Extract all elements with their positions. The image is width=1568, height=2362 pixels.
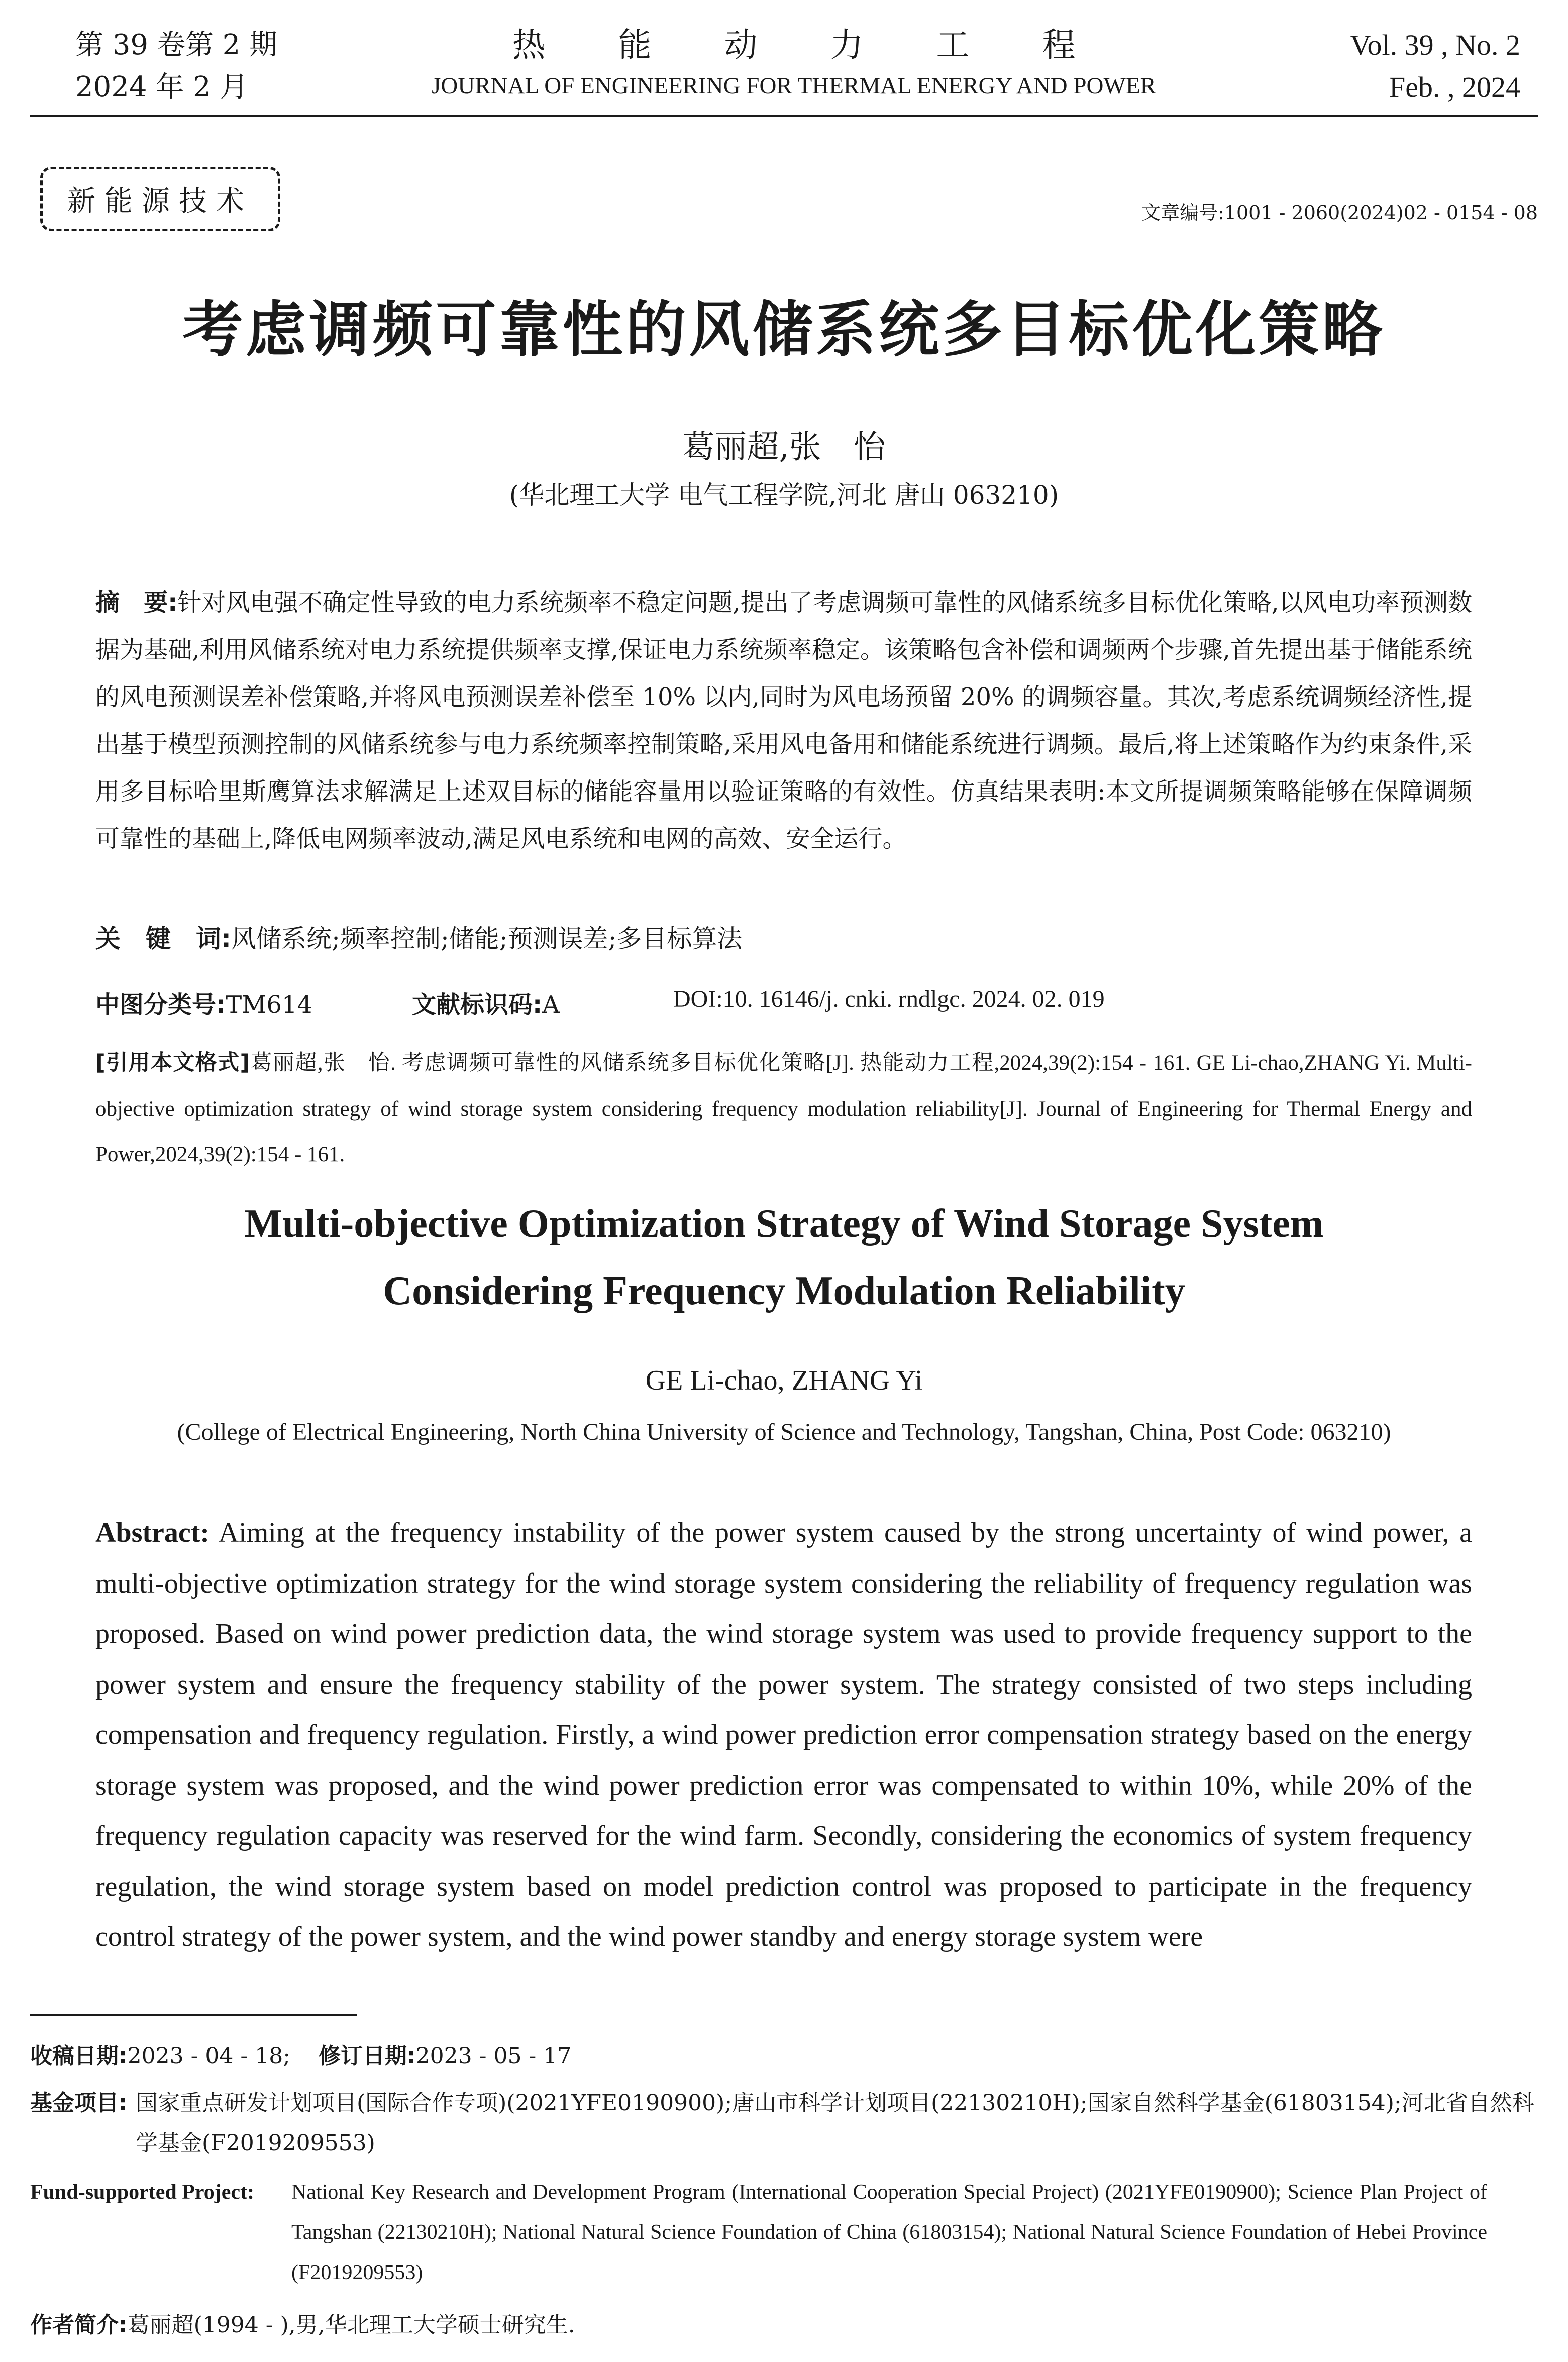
fund-project-en [30,2172,1487,2284]
keywords-label: 关 键 词: [95,924,231,953]
received-date: 2023 - 04 - 18; [127,2043,291,2069]
footnote-rule [30,2014,357,2016]
clc-value: TM614 [226,991,312,1019]
citation [95,1040,1472,1177]
clc-number [95,985,312,1020]
title-en-line2: Considering Frequency Modulation Reliability [383,1269,1185,1313]
doi: DOI:10. 16146/j. cnki. rndlgc. 2024. 02. 019 [673,986,1105,1012]
abstract-cn [95,579,1472,862]
fund-project-cn [30,2083,1542,2156]
document-code [412,985,560,1020]
journal-name-en: JOURNAL OF ENGINEERING FOR THERMAL ENERGY AND POWER [432,73,1156,99]
abstract-label-cn: 摘 要: [95,588,178,617]
clc-label: 中图分类号: [95,991,226,1019]
received-dates [30,2038,571,2070]
journal-name [382,24,1206,104]
header-rule [30,115,1538,117]
date-en: Feb. , 2024 [1389,71,1520,104]
authors-en: GE Li-chao, ZHANG Yi [645,1365,923,1396]
journal-name-cn: 热能动力工程 [512,26,1148,64]
received-label: 收稿日期: [30,2043,128,2069]
abstract-text-en: Aiming at the frequency instability of the power system caused by the strong uncertainty of wind power, a multi-objective optimization strategy for the wind storage system considering the reliability of frequency regulation was proposed. Based on wind power prediction data, the wind storage system was used to provide frequency support to the power system and ensure the frequency stability of the power system. The strategy consisted of two steps including compensation and frequency regulation. Firstly, a wind power prediction error compensation strategy based on the energy storage system was proposed, and the wind power prediction error was compensated to within 10%, while 20% of the frequency regulation capacity was reserved for the wind farm. Secondly, considering the economics of system frequency regulation, the wind storage system based on model prediction control was proposed to participate in the frequency control strategy of the power system, and the wind power standby and energy storage system were [95,1517,1472,1952]
issue-info-en [1350,24,1520,109]
date-cn: 2024 年 2 月 [75,71,248,104]
title-en-line1: Multi-objective Optimization Strategy of Wind Storage System [244,1202,1324,1246]
column-tag: 新能源技术 [40,167,280,231]
bio-text: 葛丽超(1994 - ),男,华北理工大学硕士研究生. [127,2312,575,2338]
bio-label: 作者简介: [30,2312,128,2338]
abstract-en [95,1508,1472,1962]
citation-label: [引用本文格式] [95,1050,250,1075]
fund-label: 基金项目: [30,2090,128,2116]
article-number: 文章编号:1001 - 2060(2024)02 - 0154 - 08 [1141,202,1538,224]
issue-cn: 第 39 卷第 2 期 [75,29,278,61]
volume-en: Vol. 39 , No. 2 [1350,29,1520,61]
fund-en-label: Fund-supported Project: [30,2181,255,2204]
abstract-text-cn: 针对风电强不确定性导致的电力系统频率不稳定问题,提出了考虑调频可靠性的风储系统多目标优化策略,以风电功率预测数据为基础,利用风储系统对电力系统提供频率支撑,保证电力系统频率稳定。该策略包含补偿和调频两个步骤,首先提出基于储能系统的风电预测误差补偿策略,并将风电预测误差补偿至 10% 以内,同时为风电场预留 20% 的调频容量。其次,考虑系统调频经济性,提出基于模型预测控制的风储系统参与电力系统频率控制策略,采用风电备用和储能系统进行调频。最后,将上述策略作为约束条件,采用多目标哈里斯鹰算法求解满足上述双目标的储能容量用以验证策略的有效性。仿真结果表明:本文所提调频策略能够在保障调频可靠性的基础上,降低电网频率波动,满足风电系统和电网的高效、安全运行。 [95,588,1472,853]
citation-text: 葛丽超,张 怡. 考虑调频可靠性的风储系统多目标优化策略[J]. 热能动力工程,2024,39(2):154 - 161. GE Li-chao,ZHANG Yi. Multi-objective optimization strategy of wind storage system considering frequency modulation reliability[J]. Journal of Engineering for Thermal Energy and Power,2024,39(2):154 - 161. [95,1051,1472,1166]
fund-text: 国家重点研发计划项目(国际合作专项)(2021YFE0190900);唐山市科学计划项目(22130210H);国家自然科学基金(61803154);河北省自然科学基金(F2019209553) [136,2090,1534,2156]
keywords-cn [95,921,1472,956]
authors-cn: 葛丽超,张 怡 [682,429,886,466]
abstract-label-en: Abstract: [95,1517,210,1548]
author-bio [30,2307,575,2339]
affiliation-cn: (华北理工大学 电气工程学院,河北 唐山 063210) [509,480,1059,510]
keywords-text: 风储系统;频率控制;储能;预测误差;多目标算法 [231,924,743,953]
doc-code-value: A [542,991,560,1019]
issue-info-cn [75,24,277,109]
fund-en-text: National Key Research and Development Program (International Cooperation Special Project) (2021YFE0190900); Science Plan Project of Tangshan (22130210H); National Natural Science Foundation of China (61803154); National Natural Science Foundation of Hebei Province (F2019209553) [291,2181,1487,2284]
revised-label: 修订日期: [319,2043,416,2069]
page-title-en [0,1190,1568,1325]
revised-date: 2023 - 05 - 17 [415,2043,572,2069]
page-title-cn: 考虑调频可靠性的风储系统多目标优化策略 [182,295,1386,365]
doc-code-label: 文献标识码: [412,991,543,1019]
affiliation-en: (College of Electrical Engineering, North China University of Science and Technology, Tangshan, China, Post Code: 063210) [177,1419,1391,1445]
